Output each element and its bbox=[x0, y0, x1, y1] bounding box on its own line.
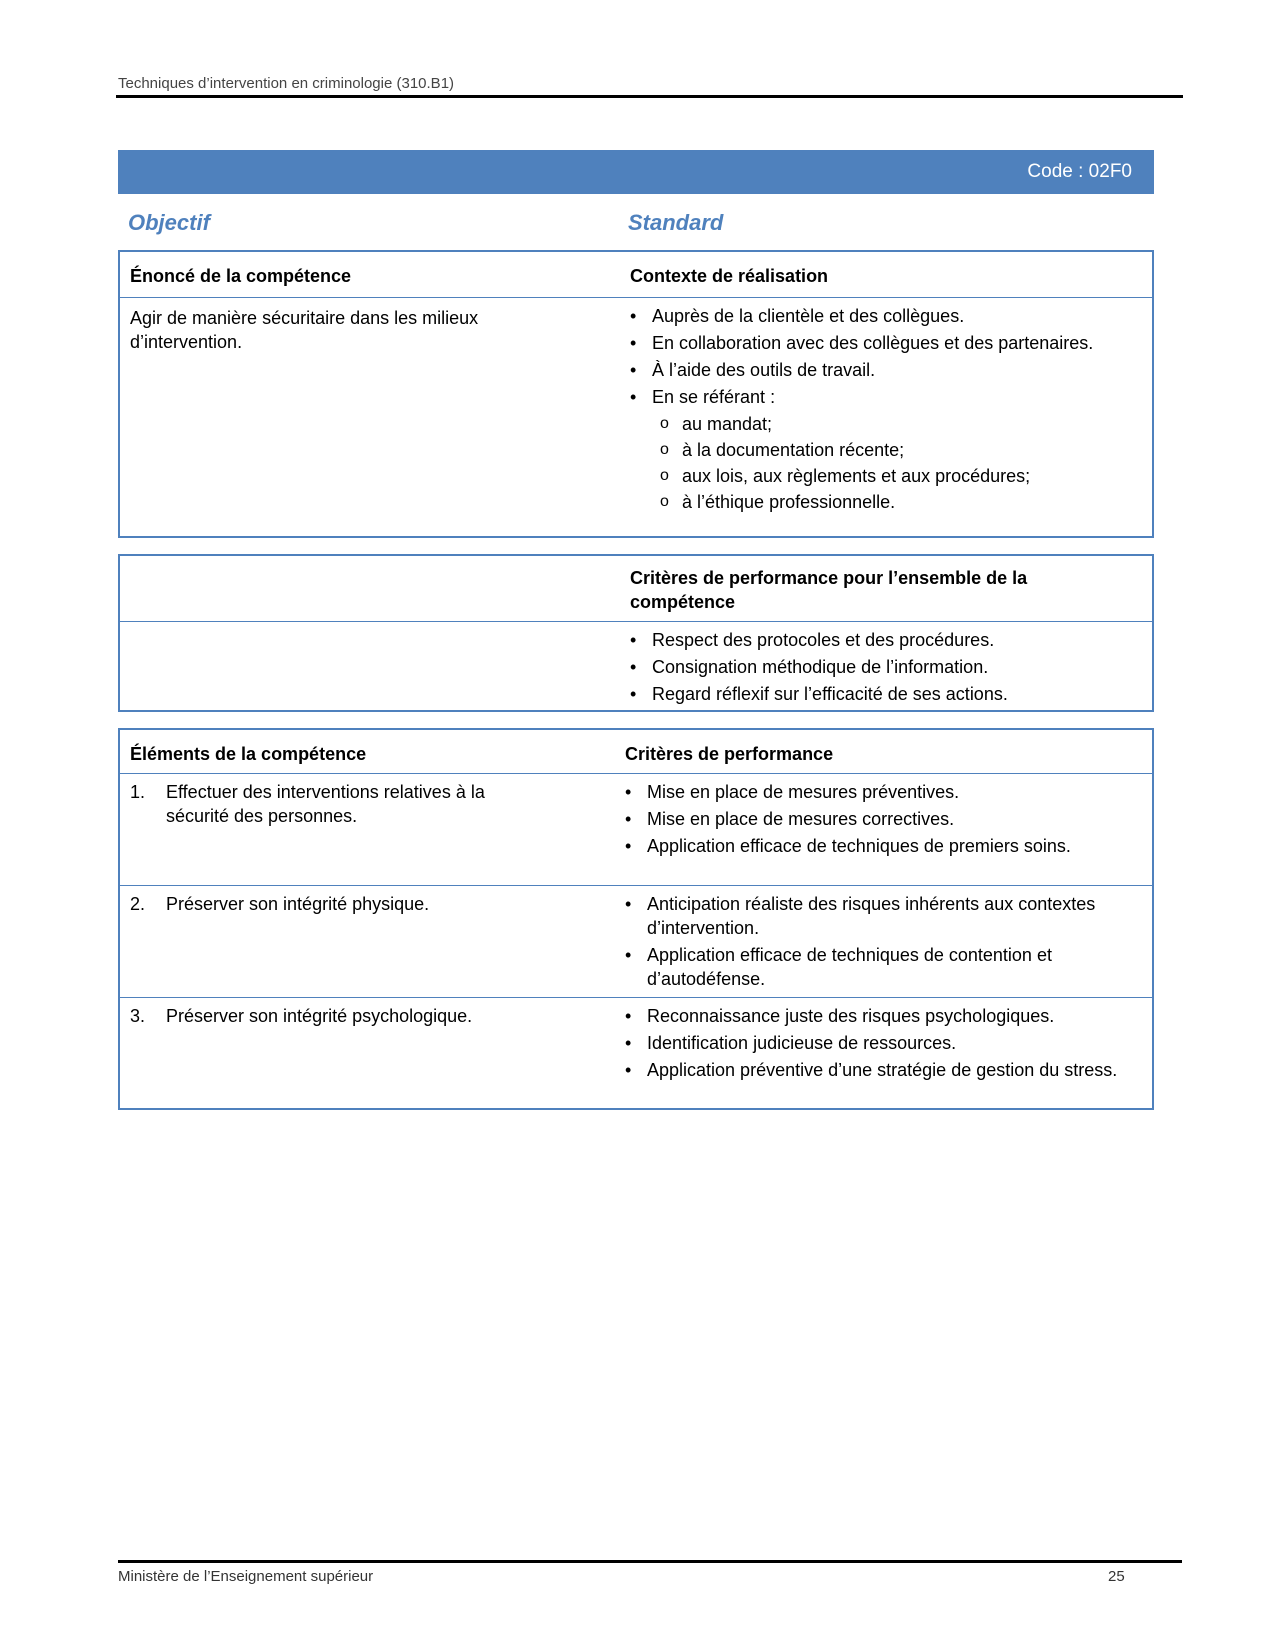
competence-statement: Agir de manière sécuritaire dans les milieux d’intervention. bbox=[130, 308, 479, 352]
element-number: 3. bbox=[130, 1006, 146, 1026]
criteria-item: • Mise en place de mesures correctives. bbox=[625, 807, 1145, 831]
element-description bbox=[130, 892, 550, 916]
criteria-item: • Application efficace de techniques de premiers soins. bbox=[625, 834, 1145, 858]
global-criteria-item: • Respect des protocoles et des procédures. bbox=[630, 628, 1140, 652]
element-criteria bbox=[625, 892, 1145, 994]
element-number: 1. bbox=[130, 782, 146, 802]
context-list-container bbox=[630, 304, 1140, 516]
element-row bbox=[120, 886, 1152, 998]
context-item: • Auprès de la clientèle et des collègues. bbox=[630, 304, 1140, 328]
statement-label: Énoncé de la compétence bbox=[130, 266, 352, 286]
element-text: Effectuer des interventions relatives à la sécurité des personnes. bbox=[166, 782, 485, 826]
document-header: Techniques d’intervention en criminologie (310.B1) bbox=[118, 75, 455, 92]
footer-rule bbox=[118, 1560, 1182, 1563]
criteria-item: • Reconnaissance juste des risques psychologiques. bbox=[625, 1004, 1145, 1028]
element-criteria bbox=[625, 780, 1145, 861]
global-criteria-item: • Regard réflexif sur l’efficacité de ses actions. bbox=[630, 682, 1140, 706]
competence-table bbox=[118, 250, 1154, 538]
competence-table-body bbox=[120, 298, 1152, 536]
global-criteria-header bbox=[120, 556, 1152, 622]
global-criteria-body bbox=[120, 622, 1152, 710]
global-criteria-table bbox=[118, 554, 1154, 712]
competence-table-header bbox=[120, 252, 1152, 298]
header-rule bbox=[116, 95, 1183, 98]
context-item: • En collaboration avec des collègues et des partenaires. bbox=[630, 331, 1140, 355]
performance-criteria-label: Critères de performance bbox=[625, 744, 834, 764]
context-sub-item: o aux lois, aux règlements et aux procédures; bbox=[660, 464, 1140, 488]
context-item: • À l’aide des outils de travail. bbox=[630, 358, 1140, 382]
context-sub-list bbox=[660, 412, 1140, 514]
footer-ministry: Ministère de l’Enseignement supérieur bbox=[118, 1568, 374, 1585]
element-text: Préserver son intégrité psychologique. bbox=[166, 1006, 473, 1026]
context-sub-item: o à l’éthique professionnelle. bbox=[660, 490, 1140, 514]
context-list bbox=[630, 304, 1140, 409]
element-text: Préserver son intégrité physique. bbox=[166, 894, 430, 914]
code-bar bbox=[118, 150, 1154, 194]
page-number: 25 bbox=[1108, 1568, 1125, 1585]
element-criteria bbox=[625, 1004, 1145, 1085]
element-row bbox=[120, 998, 1152, 1108]
criteria-item: • Identification judicieuse de ressources. bbox=[625, 1031, 1145, 1055]
elements-label: Éléments de la compétence bbox=[130, 744, 367, 764]
standard-heading: Standard bbox=[628, 210, 724, 235]
criteria-item: • Anticipation réaliste des risques inhérents aux contextes d’intervention. bbox=[625, 892, 1145, 940]
element-description bbox=[130, 780, 550, 828]
context-item: • En se référant : bbox=[630, 385, 1140, 409]
elements-table-header bbox=[120, 730, 1152, 774]
context-sub-item: o à la documentation récente; bbox=[660, 438, 1140, 462]
element-description bbox=[130, 1004, 550, 1028]
global-criteria-label: Critères de performance pour l’ensemble de la compétence bbox=[630, 568, 1028, 612]
criteria-item: • Mise en place de mesures préventives. bbox=[625, 780, 1145, 804]
element-criteria-list bbox=[625, 780, 1145, 858]
criteria-item: • Application préventive d’une stratégie de gestion du stress. bbox=[625, 1058, 1145, 1082]
element-row bbox=[120, 774, 1152, 886]
elements-table bbox=[118, 728, 1154, 1110]
global-criteria-list-container bbox=[630, 628, 1140, 709]
context-label: Contexte de réalisation bbox=[630, 266, 829, 286]
element-number: 2. bbox=[130, 894, 146, 914]
global-criteria-list bbox=[630, 628, 1140, 706]
objective-heading: Objectif bbox=[128, 210, 210, 235]
context-sub-item: o au mandat; bbox=[660, 412, 1140, 436]
global-criteria-item: • Consignation méthodique de l’information. bbox=[630, 655, 1140, 679]
element-criteria-list bbox=[625, 1004, 1145, 1082]
element-criteria-list bbox=[625, 892, 1145, 991]
competence-code: Code : 02F0 bbox=[1027, 161, 1132, 182]
criteria-item: • Application efficace de techniques de contention et d’autodéfense. bbox=[625, 943, 1145, 991]
